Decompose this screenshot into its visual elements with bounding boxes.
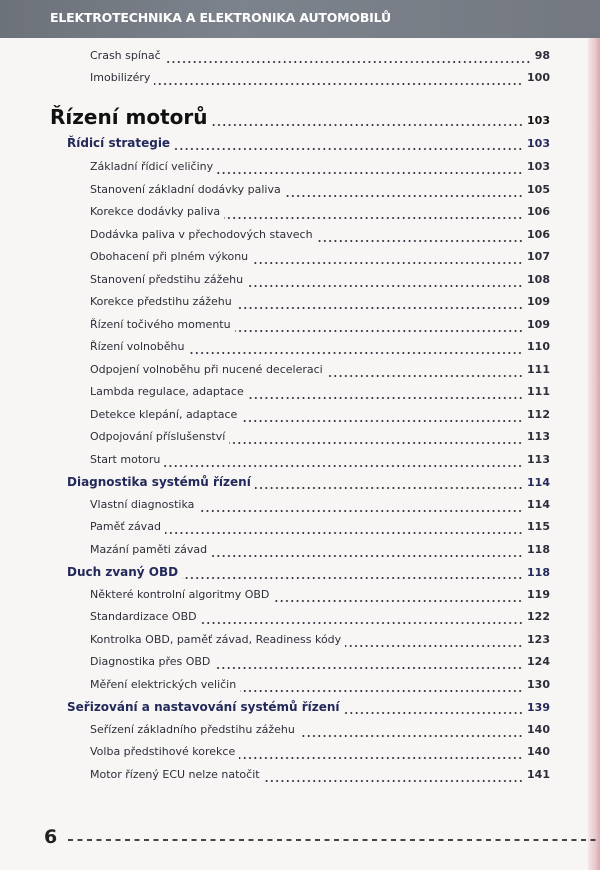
running-header xyxy=(0,0,600,38)
toc-entry-page: 141 xyxy=(527,767,550,781)
toc-entry-title: Crash spínač xyxy=(90,49,161,62)
dot-leader xyxy=(165,61,531,63)
toc-entry xyxy=(90,160,550,178)
toc-entry xyxy=(90,183,550,201)
toc-entry xyxy=(90,453,550,471)
toc-entry xyxy=(90,768,550,786)
toc-entry-title: Řídicí strategie xyxy=(67,136,171,150)
toc-entry-title: Lambda regulace, adaptace xyxy=(90,385,244,398)
toc-entry-title: Diagnostika přes OBD xyxy=(90,655,211,668)
toc-chapter xyxy=(50,105,550,129)
toc-entry xyxy=(90,205,550,223)
toc-entry-title: Korekce dodávky paliva xyxy=(90,205,221,218)
toc-section xyxy=(67,700,550,718)
dot-leader xyxy=(188,352,523,354)
dot-leader xyxy=(182,577,523,579)
dot-leader xyxy=(224,217,523,219)
toc-entry-title: Stanovení předstihu zážehu xyxy=(90,272,244,286)
toc-entry-page: 103 xyxy=(527,137,550,150)
toc-entry-page: 110 xyxy=(527,340,550,353)
toc-entry-page: 124 xyxy=(527,655,550,668)
toc-entry xyxy=(90,71,550,89)
dot-leader xyxy=(252,262,523,264)
dot-leader xyxy=(344,712,524,714)
toc-entry-page: 140 xyxy=(527,745,550,758)
toc-entry-page: 109 xyxy=(527,295,550,308)
toc-entry-page: 105 xyxy=(527,182,550,196)
dot-leader xyxy=(174,148,523,150)
toc-entry-title: Paměť závad xyxy=(90,520,161,533)
toc-entry xyxy=(90,655,550,673)
toc-entry-page: 115 xyxy=(527,520,550,533)
toc-entry xyxy=(90,723,550,741)
dot-leader xyxy=(217,172,523,174)
toc-entry-title: Seřizování a nastavování systémů řízení xyxy=(67,700,340,714)
toc-entry-page: 100 xyxy=(527,71,550,84)
book-title: ELEKTROTECHNIKA A ELEKTRONIKA AUTOMOBILŮ xyxy=(50,10,391,25)
toc-entry-title: Start motoru xyxy=(90,452,161,466)
toc-entry xyxy=(90,633,550,651)
toc-entry xyxy=(90,318,550,336)
toc-entry-title: Stanovení základní dodávky paliva xyxy=(90,182,281,196)
toc-entry-page: 106 xyxy=(527,205,550,218)
toc-entry xyxy=(90,228,550,246)
toc-entry-page: 114 xyxy=(527,476,550,489)
toc-entry-page: 140 xyxy=(527,722,550,736)
dot-leader xyxy=(255,487,523,489)
dot-leader xyxy=(299,735,523,737)
toc-entry-page: 106 xyxy=(527,227,550,241)
toc-entry-title: Měření elektrických veličin xyxy=(90,677,237,691)
toc-entry-page: 118 xyxy=(527,566,550,579)
toc-entry-title: Odpojování příslušenství xyxy=(90,430,226,443)
toc-entry-title: Motor řízený ECU nelze natočit xyxy=(90,767,260,781)
toc-entry-title: Odpojení volnoběhu při nucené deceleraci xyxy=(90,362,323,376)
toc-entry-page: 122 xyxy=(527,610,550,623)
toc-entry xyxy=(90,273,550,291)
toc-entry-title: Volba předstihové korekce xyxy=(90,745,236,758)
dot-leader xyxy=(236,307,523,309)
toc-entry xyxy=(90,363,550,381)
dot-leader xyxy=(165,532,523,534)
dot-leader xyxy=(247,285,523,287)
dot-leader xyxy=(241,420,523,422)
toc-entry-title: Obohacení při plném výkonu xyxy=(90,250,249,263)
toc-section xyxy=(67,475,550,493)
toc-entry xyxy=(90,250,550,268)
toc-entry-title: Imobilizéry xyxy=(90,71,151,84)
dot-leader xyxy=(201,622,523,624)
toc-entry xyxy=(90,543,550,561)
toc-entry-title: Základní řídicí veličiny xyxy=(90,160,214,173)
dot-leader xyxy=(154,83,523,85)
toc-entry-title: Seřízení základního předstihu zážehu xyxy=(90,722,295,736)
dot-leader xyxy=(345,645,523,647)
toc-entry xyxy=(90,520,550,538)
dot-leader xyxy=(229,442,523,444)
toc-entry-page: 139 xyxy=(527,701,550,714)
toc-entry-title: Dodávka paliva v přechodových stavech xyxy=(90,227,313,241)
toc-entry-page: 114 xyxy=(527,497,550,511)
toc-entry-title: Řízení motorů xyxy=(50,105,208,129)
toc-entry-page: 108 xyxy=(527,272,550,286)
dot-leader xyxy=(317,240,523,242)
footer-dashed-rule xyxy=(68,839,600,841)
toc-entry-page: 130 xyxy=(527,677,550,691)
toc-entry xyxy=(90,408,550,426)
toc-entry xyxy=(90,340,550,358)
toc-section xyxy=(67,136,550,154)
toc-entry-page: 103 xyxy=(527,160,550,173)
dot-leader xyxy=(235,330,523,332)
dot-leader xyxy=(264,780,523,782)
dot-leader xyxy=(240,690,523,692)
dot-leader xyxy=(285,195,523,197)
toc-entry-page: 109 xyxy=(527,317,550,331)
toc-entry xyxy=(90,678,550,696)
toc-entry xyxy=(90,610,550,628)
toc-entry-title: Vlastní diagnostika xyxy=(90,497,195,511)
toc-entry-title: Některé kontrolní algoritmy OBD xyxy=(90,587,270,601)
page-number: 6 xyxy=(44,826,58,848)
toc-entry xyxy=(90,588,550,606)
toc-entry-title: Řízení volnoběhu xyxy=(90,340,185,353)
toc-entry-page: 118 xyxy=(527,542,550,556)
toc-entry-title: Mazání paměti závad xyxy=(90,542,208,556)
toc-entry-page: 111 xyxy=(527,362,550,376)
toc-entry-page: 123 xyxy=(527,632,550,646)
page-edge xyxy=(588,38,600,870)
toc-entry-page: 107 xyxy=(527,250,550,263)
dot-leader xyxy=(239,757,523,759)
dot-leader xyxy=(327,375,523,377)
toc-entry-title: Standardizace OBD xyxy=(90,610,197,623)
toc-section xyxy=(67,565,550,583)
toc-entry-title: Kontrolka OBD, paměť závad, Readiness kódy xyxy=(90,632,342,646)
toc-entry-title: Korekce předstihu zážehu xyxy=(90,295,232,308)
toc-entry-title: Řízení točivého momentu xyxy=(90,317,231,331)
toc-entry-page: 103 xyxy=(527,114,550,127)
toc-entry-page: 111 xyxy=(527,385,550,398)
toc-entry-page: 112 xyxy=(527,407,550,421)
toc-entry xyxy=(90,498,550,516)
dot-leader xyxy=(248,397,523,399)
toc-entry-title: Duch zvaný OBD xyxy=(67,565,179,579)
dot-leader xyxy=(198,510,523,512)
dot-leader xyxy=(212,124,524,126)
toc-entry-page: 119 xyxy=(527,587,550,601)
dot-leader xyxy=(273,600,523,602)
toc-entry-title: Diagnostika systémů řízení xyxy=(67,475,251,489)
dot-leader xyxy=(211,555,523,557)
toc-entry xyxy=(90,295,550,313)
toc-entry-page: 98 xyxy=(534,49,550,62)
toc-entry xyxy=(90,385,550,403)
toc-entry-page: 113 xyxy=(527,430,550,443)
toc-entry xyxy=(90,745,550,763)
dot-leader xyxy=(214,667,523,669)
toc-entry xyxy=(90,49,550,67)
toc-entry-title: Detekce klepání, adaptace xyxy=(90,407,238,421)
dot-leader xyxy=(164,465,523,467)
toc-entry-page: 113 xyxy=(527,452,550,466)
toc-entry xyxy=(90,430,550,448)
